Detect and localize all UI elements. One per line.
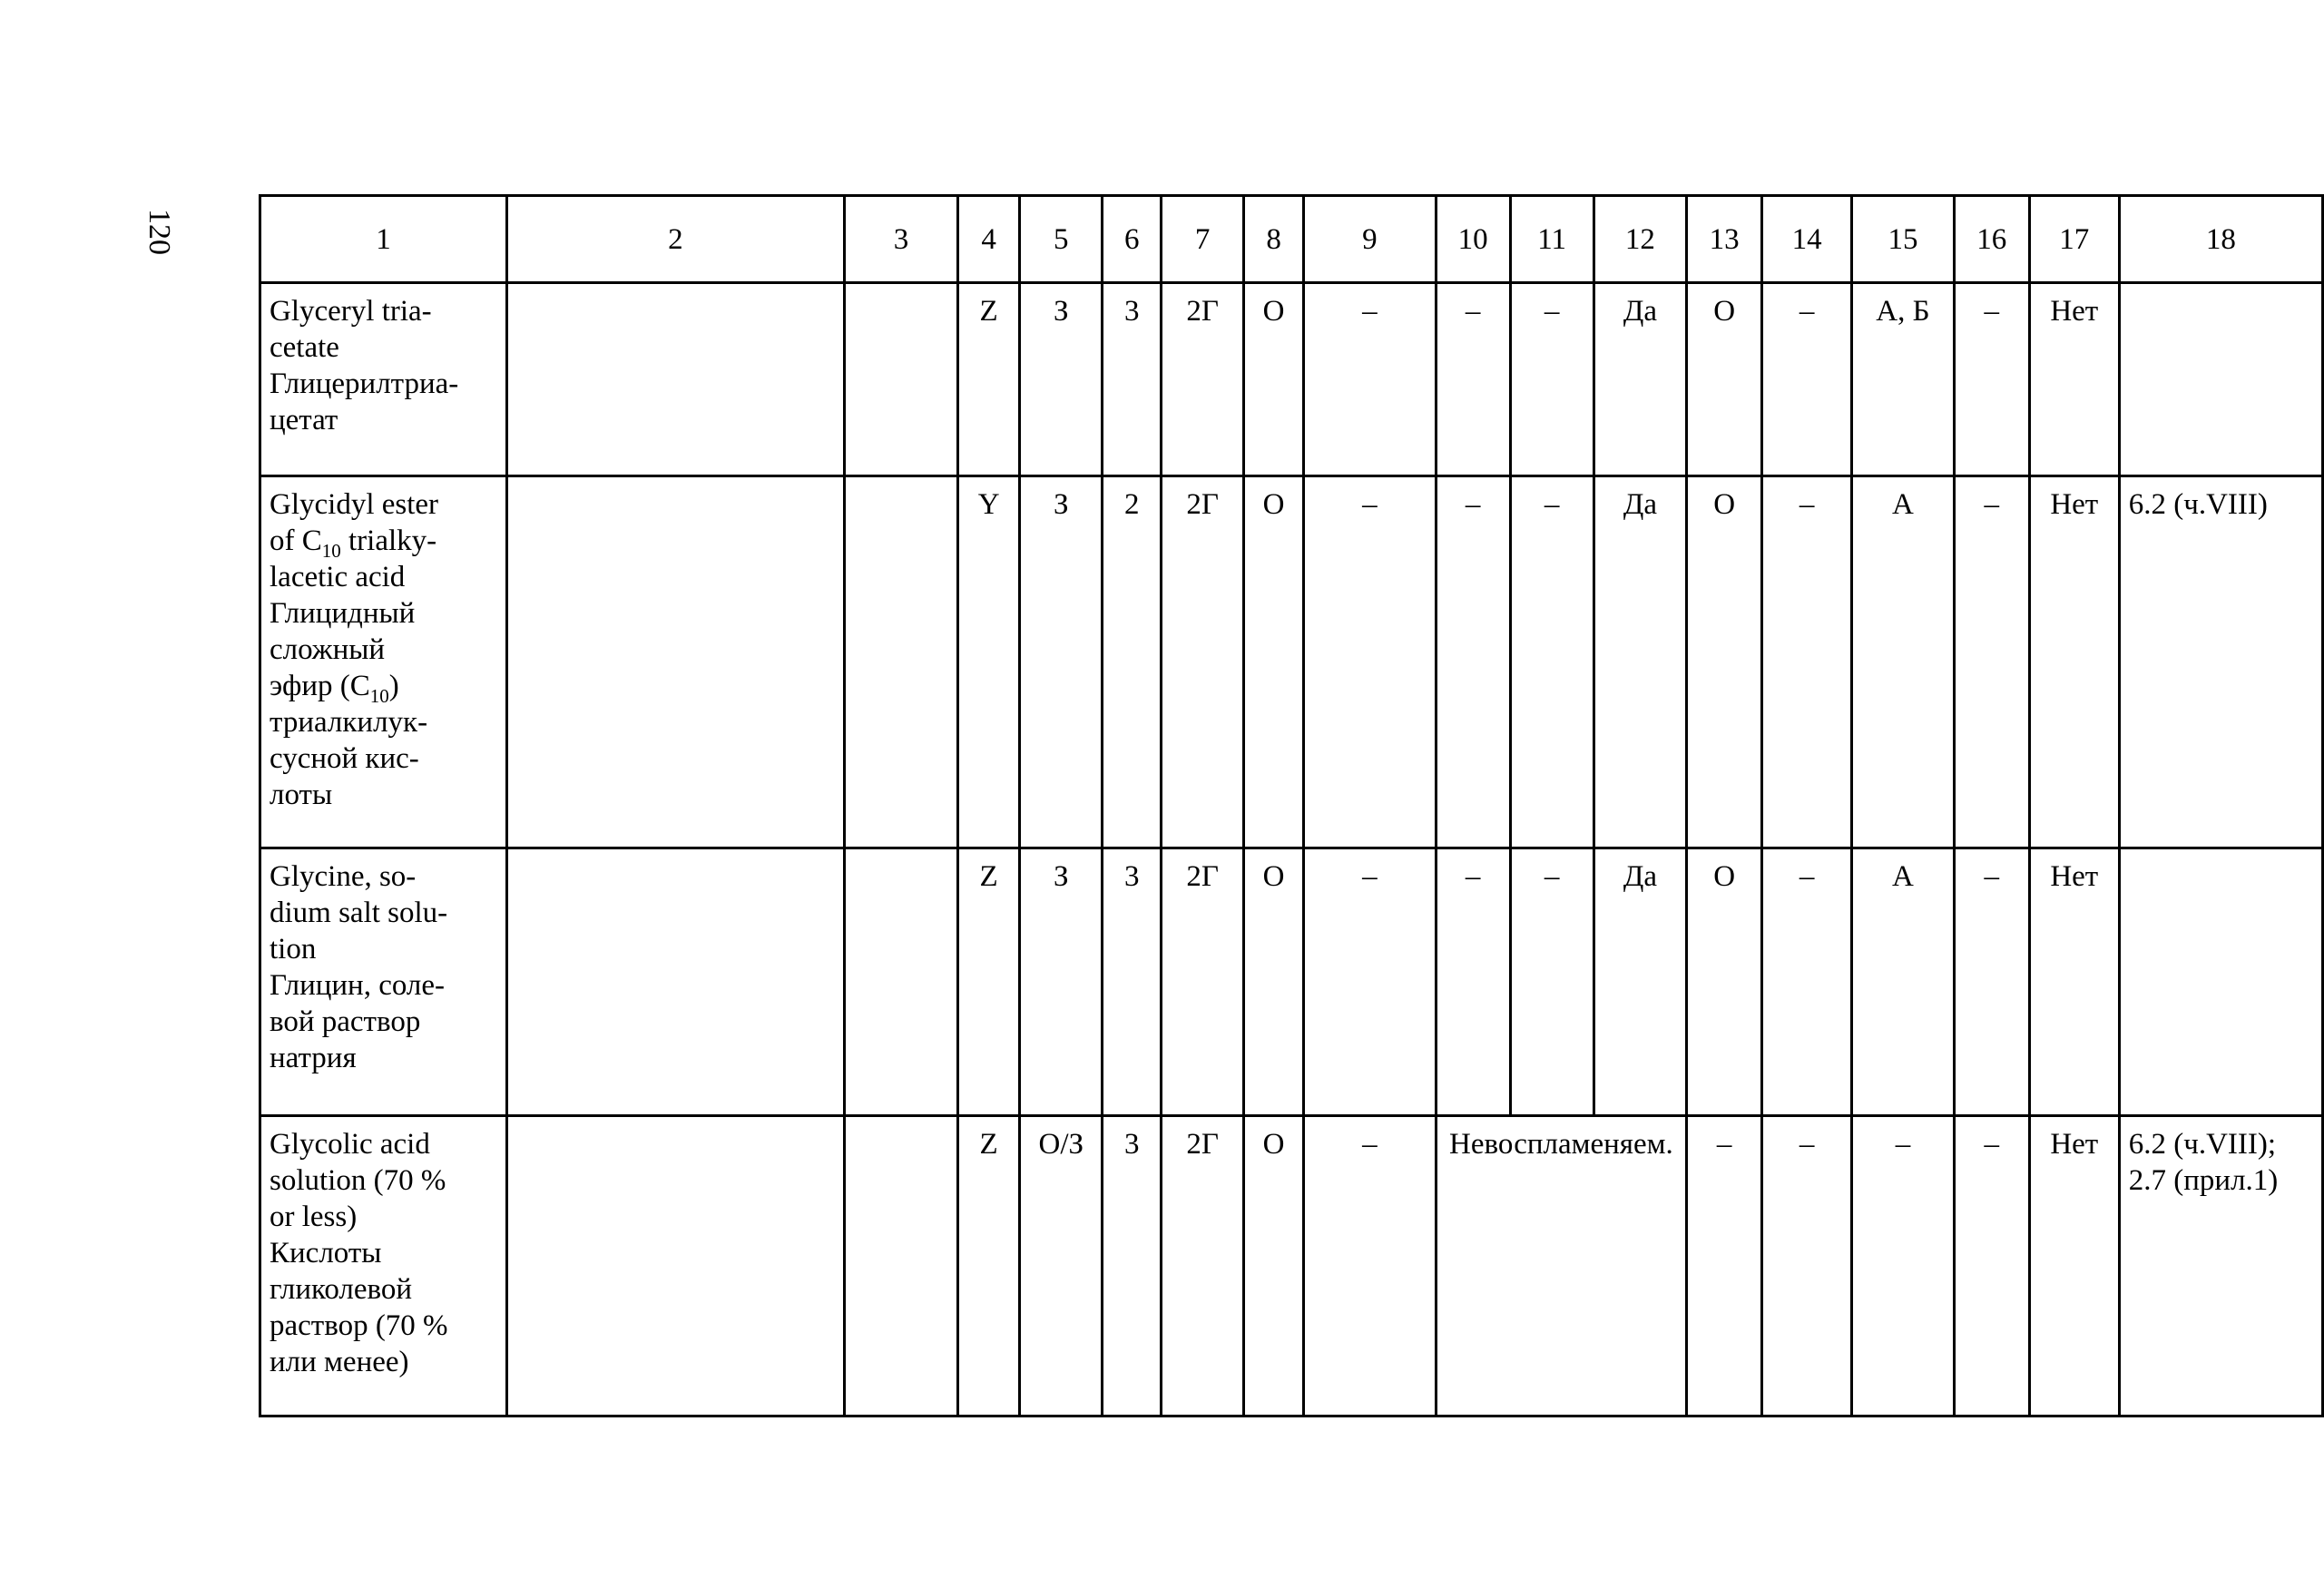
- col-12-cell: Да: [1593, 476, 1686, 848]
- page-number: 120: [142, 209, 176, 255]
- name-line: cetate: [270, 331, 339, 364]
- name-line: Glyceryl tria-: [270, 295, 432, 328]
- note-line: 6.2 (ч.VIII);: [2128, 1128, 2277, 1161]
- col-7-cell: 2Г: [1162, 476, 1244, 848]
- name-line: lacetic acid: [270, 561, 406, 593]
- header-cell: 16: [1954, 196, 2029, 283]
- col-14-cell: –: [1762, 1116, 1852, 1416]
- col-15-cell: А: [1852, 476, 1955, 848]
- name-line: dium salt solu-: [270, 897, 448, 929]
- col-7-cell: 2Г: [1162, 1116, 1244, 1416]
- substance-name-cell: [260, 283, 507, 476]
- table-header-row: [260, 196, 2323, 283]
- header-cell: 4: [958, 196, 1020, 283]
- table-row: [260, 1116, 2323, 1416]
- col-18-cell: [2119, 1116, 2322, 1416]
- header-cell: 8: [1244, 196, 1304, 283]
- col-4-cell: Y: [958, 476, 1020, 848]
- name-line: solution (70 %: [270, 1164, 446, 1197]
- col-6-cell: 2: [1103, 476, 1162, 848]
- name-line: Glycidyl ester: [270, 488, 439, 521]
- col-10-12-merged-cell: Невоспламеняем.: [1436, 1116, 1686, 1416]
- col-11-cell: –: [1510, 283, 1593, 476]
- header-cell: 1: [260, 196, 507, 283]
- col-5-cell: З: [1020, 283, 1103, 476]
- col-11-cell: –: [1510, 848, 1593, 1116]
- col-18-cell: [2119, 283, 2322, 476]
- name-line: Glycine, so-: [270, 860, 417, 893]
- col-10-cell: –: [1436, 848, 1510, 1116]
- header-cell: 10: [1436, 196, 1510, 283]
- col-14-cell: –: [1762, 283, 1852, 476]
- col-18-cell: [2119, 848, 2322, 1116]
- col-2-cell: [506, 848, 844, 1116]
- name-line: или менее): [270, 1346, 409, 1378]
- col-8-cell: О: [1244, 476, 1304, 848]
- name-line: триалкилук-: [270, 706, 428, 739]
- name-line: Глицерилтриа-: [270, 368, 459, 400]
- name-line: сложный: [270, 633, 386, 666]
- name-line: Глицин, соле-: [270, 969, 446, 1002]
- col-3-cell: [844, 476, 957, 848]
- table-row: [260, 848, 2323, 1116]
- header-cell: 11: [1510, 196, 1593, 283]
- col-9-cell: –: [1304, 476, 1437, 848]
- header-cell: 15: [1852, 196, 1955, 283]
- subscript: 10: [369, 685, 389, 707]
- col-6-cell: 3: [1103, 848, 1162, 1116]
- name-line-part: ): [388, 670, 399, 702]
- name-line: Кислоты: [270, 1237, 382, 1269]
- subscript: 10: [321, 540, 341, 562]
- col-9-cell: –: [1304, 848, 1437, 1116]
- header-cell: 12: [1593, 196, 1686, 283]
- note-line: 6.2 (ч.VIII): [2128, 488, 2268, 521]
- name-line: цетат: [270, 404, 338, 436]
- table-row: [260, 476, 2323, 848]
- col-15-cell: А: [1852, 848, 1955, 1116]
- name-line-part: trialky-: [340, 524, 437, 557]
- col-14-cell: –: [1762, 476, 1852, 848]
- col-12-cell: Да: [1593, 848, 1686, 1116]
- substance-name-cell: [260, 1116, 507, 1416]
- col-3-cell: [844, 1116, 957, 1416]
- col-9-cell: –: [1304, 1116, 1437, 1416]
- name-line: сусной кис-: [270, 742, 419, 775]
- name-line: Glycolic acid: [270, 1128, 430, 1161]
- col-10-cell: –: [1436, 476, 1510, 848]
- name-line: натрия: [270, 1042, 357, 1074]
- col-16-cell: –: [1954, 1116, 2029, 1416]
- col-8-cell: О: [1244, 1116, 1304, 1416]
- col-10-cell: –: [1436, 283, 1510, 476]
- name-line: раствор (70 %: [270, 1309, 448, 1342]
- col-14-cell: –: [1762, 848, 1852, 1116]
- header-cell: 5: [1020, 196, 1103, 283]
- col-13-cell: О: [1687, 283, 1762, 476]
- col-18-cell: [2119, 476, 2322, 848]
- col-13-cell: О: [1687, 476, 1762, 848]
- col-15-cell: –: [1852, 1116, 1955, 1416]
- col-13-cell: –: [1687, 1116, 1762, 1416]
- name-line-part: of C: [270, 524, 322, 557]
- header-cell: 13: [1687, 196, 1762, 283]
- col-16-cell: –: [1954, 283, 2029, 476]
- col-6-cell: 3: [1103, 283, 1162, 476]
- name-line: гликолевой: [270, 1273, 413, 1306]
- col-17-cell: Нет: [2029, 848, 2119, 1116]
- header-cell: 3: [844, 196, 957, 283]
- header-cell: 17: [2029, 196, 2119, 283]
- name-line: лоты: [270, 779, 333, 811]
- header-cell: 18: [2119, 196, 2322, 283]
- col-12-cell: Да: [1593, 283, 1686, 476]
- name-line-part: эфир (C: [270, 670, 370, 702]
- header-cell: 14: [1762, 196, 1852, 283]
- col-3-cell: [844, 283, 957, 476]
- col-4-cell: Z: [958, 283, 1020, 476]
- col-17-cell: Нет: [2029, 283, 2119, 476]
- col-15-cell: А, Б: [1852, 283, 1955, 476]
- name-line: or less): [270, 1201, 358, 1233]
- name-line: [270, 668, 497, 707]
- col-17-cell: Нет: [2029, 1116, 2119, 1416]
- col-2-cell: [506, 283, 844, 476]
- col-4-cell: Z: [958, 848, 1020, 1116]
- col-5-cell: О/З: [1020, 1116, 1103, 1416]
- col-2-cell: [506, 476, 844, 848]
- name-line: tion: [270, 933, 317, 966]
- col-8-cell: О: [1244, 283, 1304, 476]
- col-5-cell: З: [1020, 848, 1103, 1116]
- header-cell: 6: [1103, 196, 1162, 283]
- substance-name-cell: [260, 476, 507, 848]
- col-17-cell: Нет: [2029, 476, 2119, 848]
- col-2-cell: [506, 1116, 844, 1416]
- col-8-cell: О: [1244, 848, 1304, 1116]
- name-line: Глицидный: [270, 597, 416, 630]
- col-6-cell: 3: [1103, 1116, 1162, 1416]
- col-9-cell: –: [1304, 283, 1437, 476]
- header-cell: 2: [506, 196, 844, 283]
- col-11-cell: –: [1510, 476, 1593, 848]
- col-16-cell: –: [1954, 848, 2029, 1116]
- col-4-cell: Z: [958, 1116, 1020, 1416]
- col-7-cell: 2Г: [1162, 283, 1244, 476]
- col-13-cell: О: [1687, 848, 1762, 1116]
- col-7-cell: 2Г: [1162, 848, 1244, 1116]
- header-cell: 7: [1162, 196, 1244, 283]
- col-16-cell: –: [1954, 476, 2029, 848]
- note-line: 2.7 (прил.1): [2128, 1164, 2279, 1197]
- header-cell: 9: [1304, 196, 1437, 283]
- table-row: [260, 283, 2323, 476]
- name-line: вой раствор: [270, 1005, 421, 1038]
- col-3-cell: [844, 848, 957, 1116]
- name-line: [270, 523, 497, 562]
- substance-name-cell: [260, 848, 507, 1116]
- col-5-cell: З: [1020, 476, 1103, 848]
- data-table: [259, 194, 2324, 1417]
